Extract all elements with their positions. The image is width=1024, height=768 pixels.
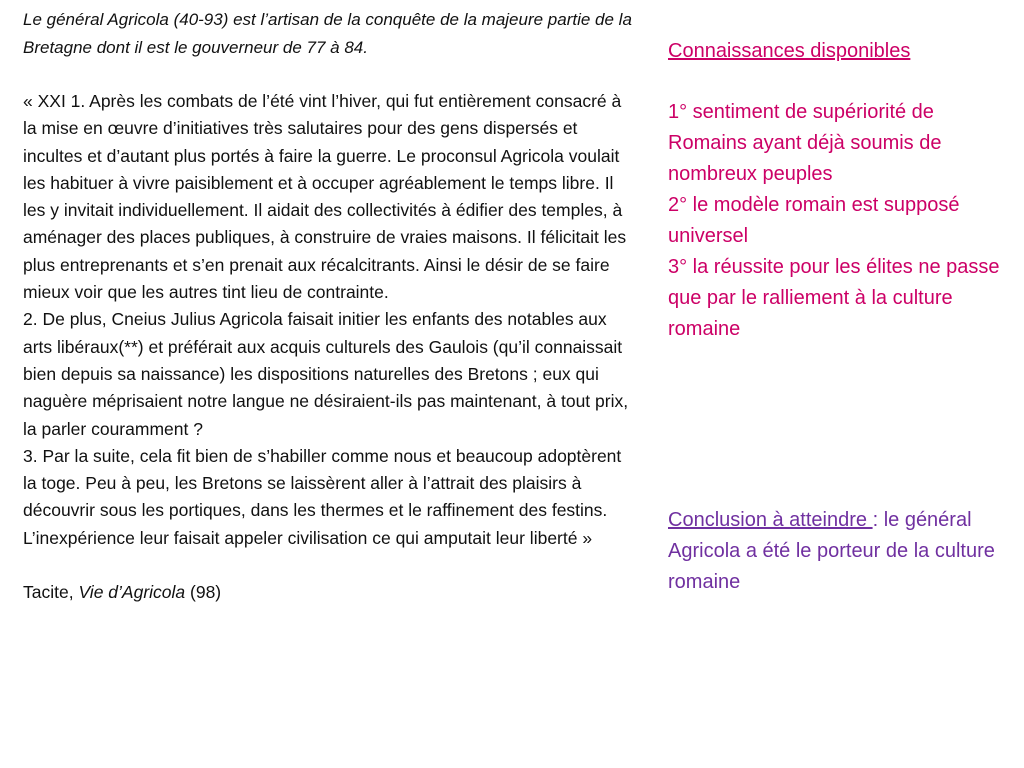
knowledge-point-1: 1° sentiment de supériorité de Romains ayant déjà soumis de nombreux peuples [668, 101, 942, 185]
knowledge-point-2: 2° le modèle romain est supposé universel [668, 194, 960, 247]
knowledge-heading: Connaissances disponibles [668, 40, 911, 62]
paragraph-2: 2. De plus, Cneius Julius Agricola faisait initier les enfants des notables aux arts libéraux(**) et préférait aux acquis culturels des Gaulois (qu’il connaissait bien depuis sa naissance) les dispositions naturelles des Bretons ; eux qui naguère méprisaient notre langue ne désiraient-ils pas maintenant, à tout prix, la parler couramment ? [23, 309, 629, 439]
source-citation [23, 579, 635, 606]
knowledge-point-3: 3° la réussite pour les élites ne passe que par le ralliement à la culture romaine [668, 256, 1000, 340]
source-year: (98) [185, 582, 222, 603]
source-text-column [23, 6, 635, 606]
paragraph-1: « XXI 1. Après les combats de l’été vint l’hiver, qui fut entièrement consacré à la mise en œuvre d’initiatives très salutaires pour des gens dispersés et incultes et d’autant plus portés à faire la guerre. Le proconsul Agricola voulait les habituer à vivre paisiblement et à occuper agréablement le temps libre. Il les y invitait individuellement. Il aidait des collectivités à édifier des temples, à aménager des places publiques, à construire de vraies maisons. Il félicitait les plus entreprenants et s’en prenait aux récalcitrants. Ainsi le désir de se faire mieux voir que les autres tint lieu de contrainte. [23, 91, 627, 303]
conclusion-block [668, 505, 998, 598]
paragraph-3: 3. Par la suite, cela fit bien de s’habiller comme nous et beaucoup adoptèrent la toge. Peu à peu, les Bretons se laissèrent aller à l’attrait des plaisirs à découvrir sous les portiques, dans les thermes et le raffinement des festins. L’inexpérience leur faisait appeler civilisation ce qui amputait leur liberté » [23, 445, 622, 548]
source-author: Tacite, [23, 582, 79, 603]
conclusion-text: : le général Agricola a été le porteur de la culture romaine [668, 509, 995, 593]
knowledge-column [668, 36, 1008, 345]
source-title: Vie d’Agricola [78, 582, 186, 603]
conclusion-label: Conclusion à atteindre [668, 509, 873, 531]
knowledge-list [668, 97, 1008, 345]
intro-note: Le général Agricola (40-93) est l’artisan de la conquête de la majeure partie de la Bretagne dont il est le gouverneur de 77 à 84. [23, 10, 632, 57]
